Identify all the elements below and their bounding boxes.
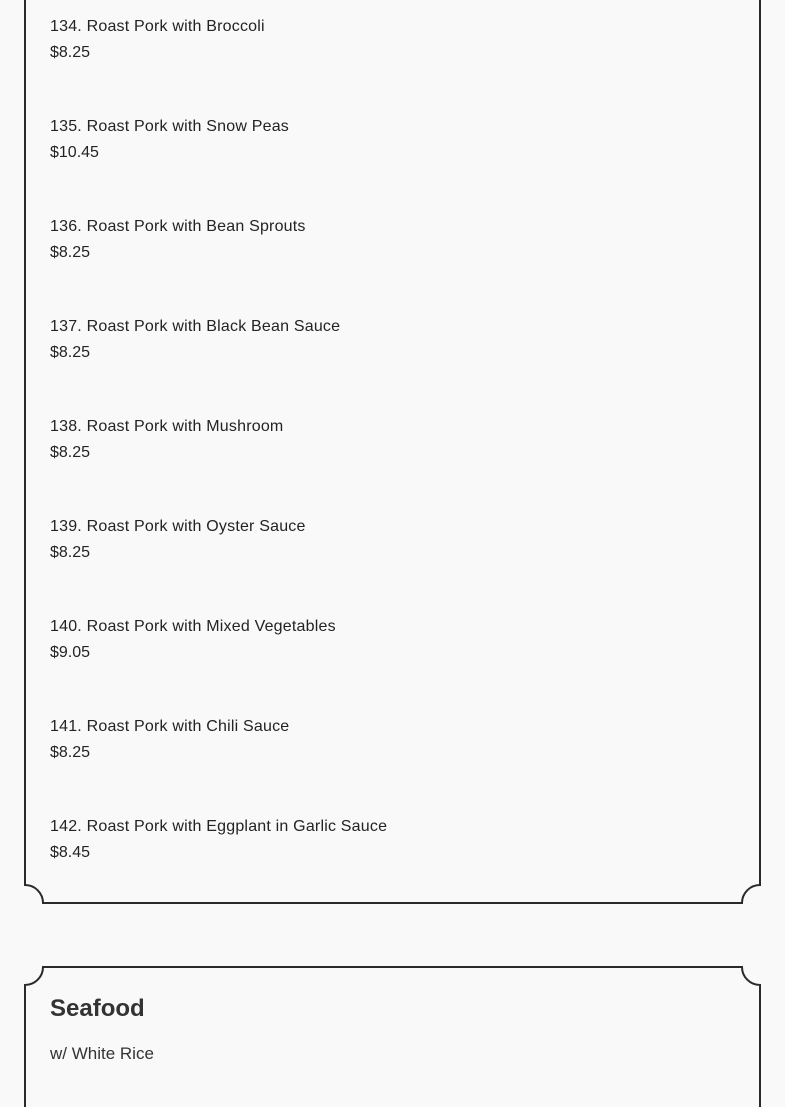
menu-item[interactable] xyxy=(50,217,350,263)
menu-item-name: 138. Roast Pork with Mushroom xyxy=(50,418,284,435)
menu-item-price: $9.05 xyxy=(50,644,91,661)
menu-item-price: $8.45 xyxy=(50,844,91,861)
menu-item-price: $8.25 xyxy=(50,744,91,761)
section-title: Seafood xyxy=(50,995,145,1022)
menu-item[interactable] xyxy=(50,717,350,763)
menu-item-name: 139. Roast Pork with Oyster Sauce xyxy=(50,518,306,535)
menu-item-price: $8.25 xyxy=(50,244,91,261)
menu-item-price: $8.25 xyxy=(50,544,91,561)
menu-item-price: $8.25 xyxy=(50,44,91,61)
menu-item-name: 134. Roast Pork with Broccoli xyxy=(50,18,265,35)
seafood-section-card xyxy=(24,967,761,1107)
menu-item-name: 137. Roast Pork with Black Bean Sauce xyxy=(50,318,341,335)
menu-item[interactable] xyxy=(50,517,350,563)
menu-item[interactable] xyxy=(50,617,350,663)
menu-item-price: $10.45 xyxy=(50,144,99,161)
menu-item-price: $8.25 xyxy=(50,444,91,461)
menu-item[interactable] xyxy=(50,417,350,463)
menu-item-name: 135. Roast Pork with Snow Peas xyxy=(50,118,290,135)
menu-section-card xyxy=(24,0,761,903)
menu-item[interactable] xyxy=(50,117,350,163)
section-subtitle: w/ White Rice xyxy=(50,1044,154,1063)
menu-item-name: 141. Roast Pork with Chili Sauce xyxy=(50,718,290,735)
menu-item-price: $8.25 xyxy=(50,344,91,361)
menu-item-name: 140. Roast Pork with Mixed Vegetables xyxy=(50,618,336,635)
menu-item-name: 142. Roast Pork with Eggplant in Garlic Sauce xyxy=(50,818,388,835)
card-frame xyxy=(24,967,761,1107)
menu-item-name: 136. Roast Pork with Bean Sprouts xyxy=(50,218,306,235)
menu-item[interactable] xyxy=(50,317,350,363)
menu-item[interactable] xyxy=(50,17,350,63)
menu-item[interactable] xyxy=(50,817,388,863)
